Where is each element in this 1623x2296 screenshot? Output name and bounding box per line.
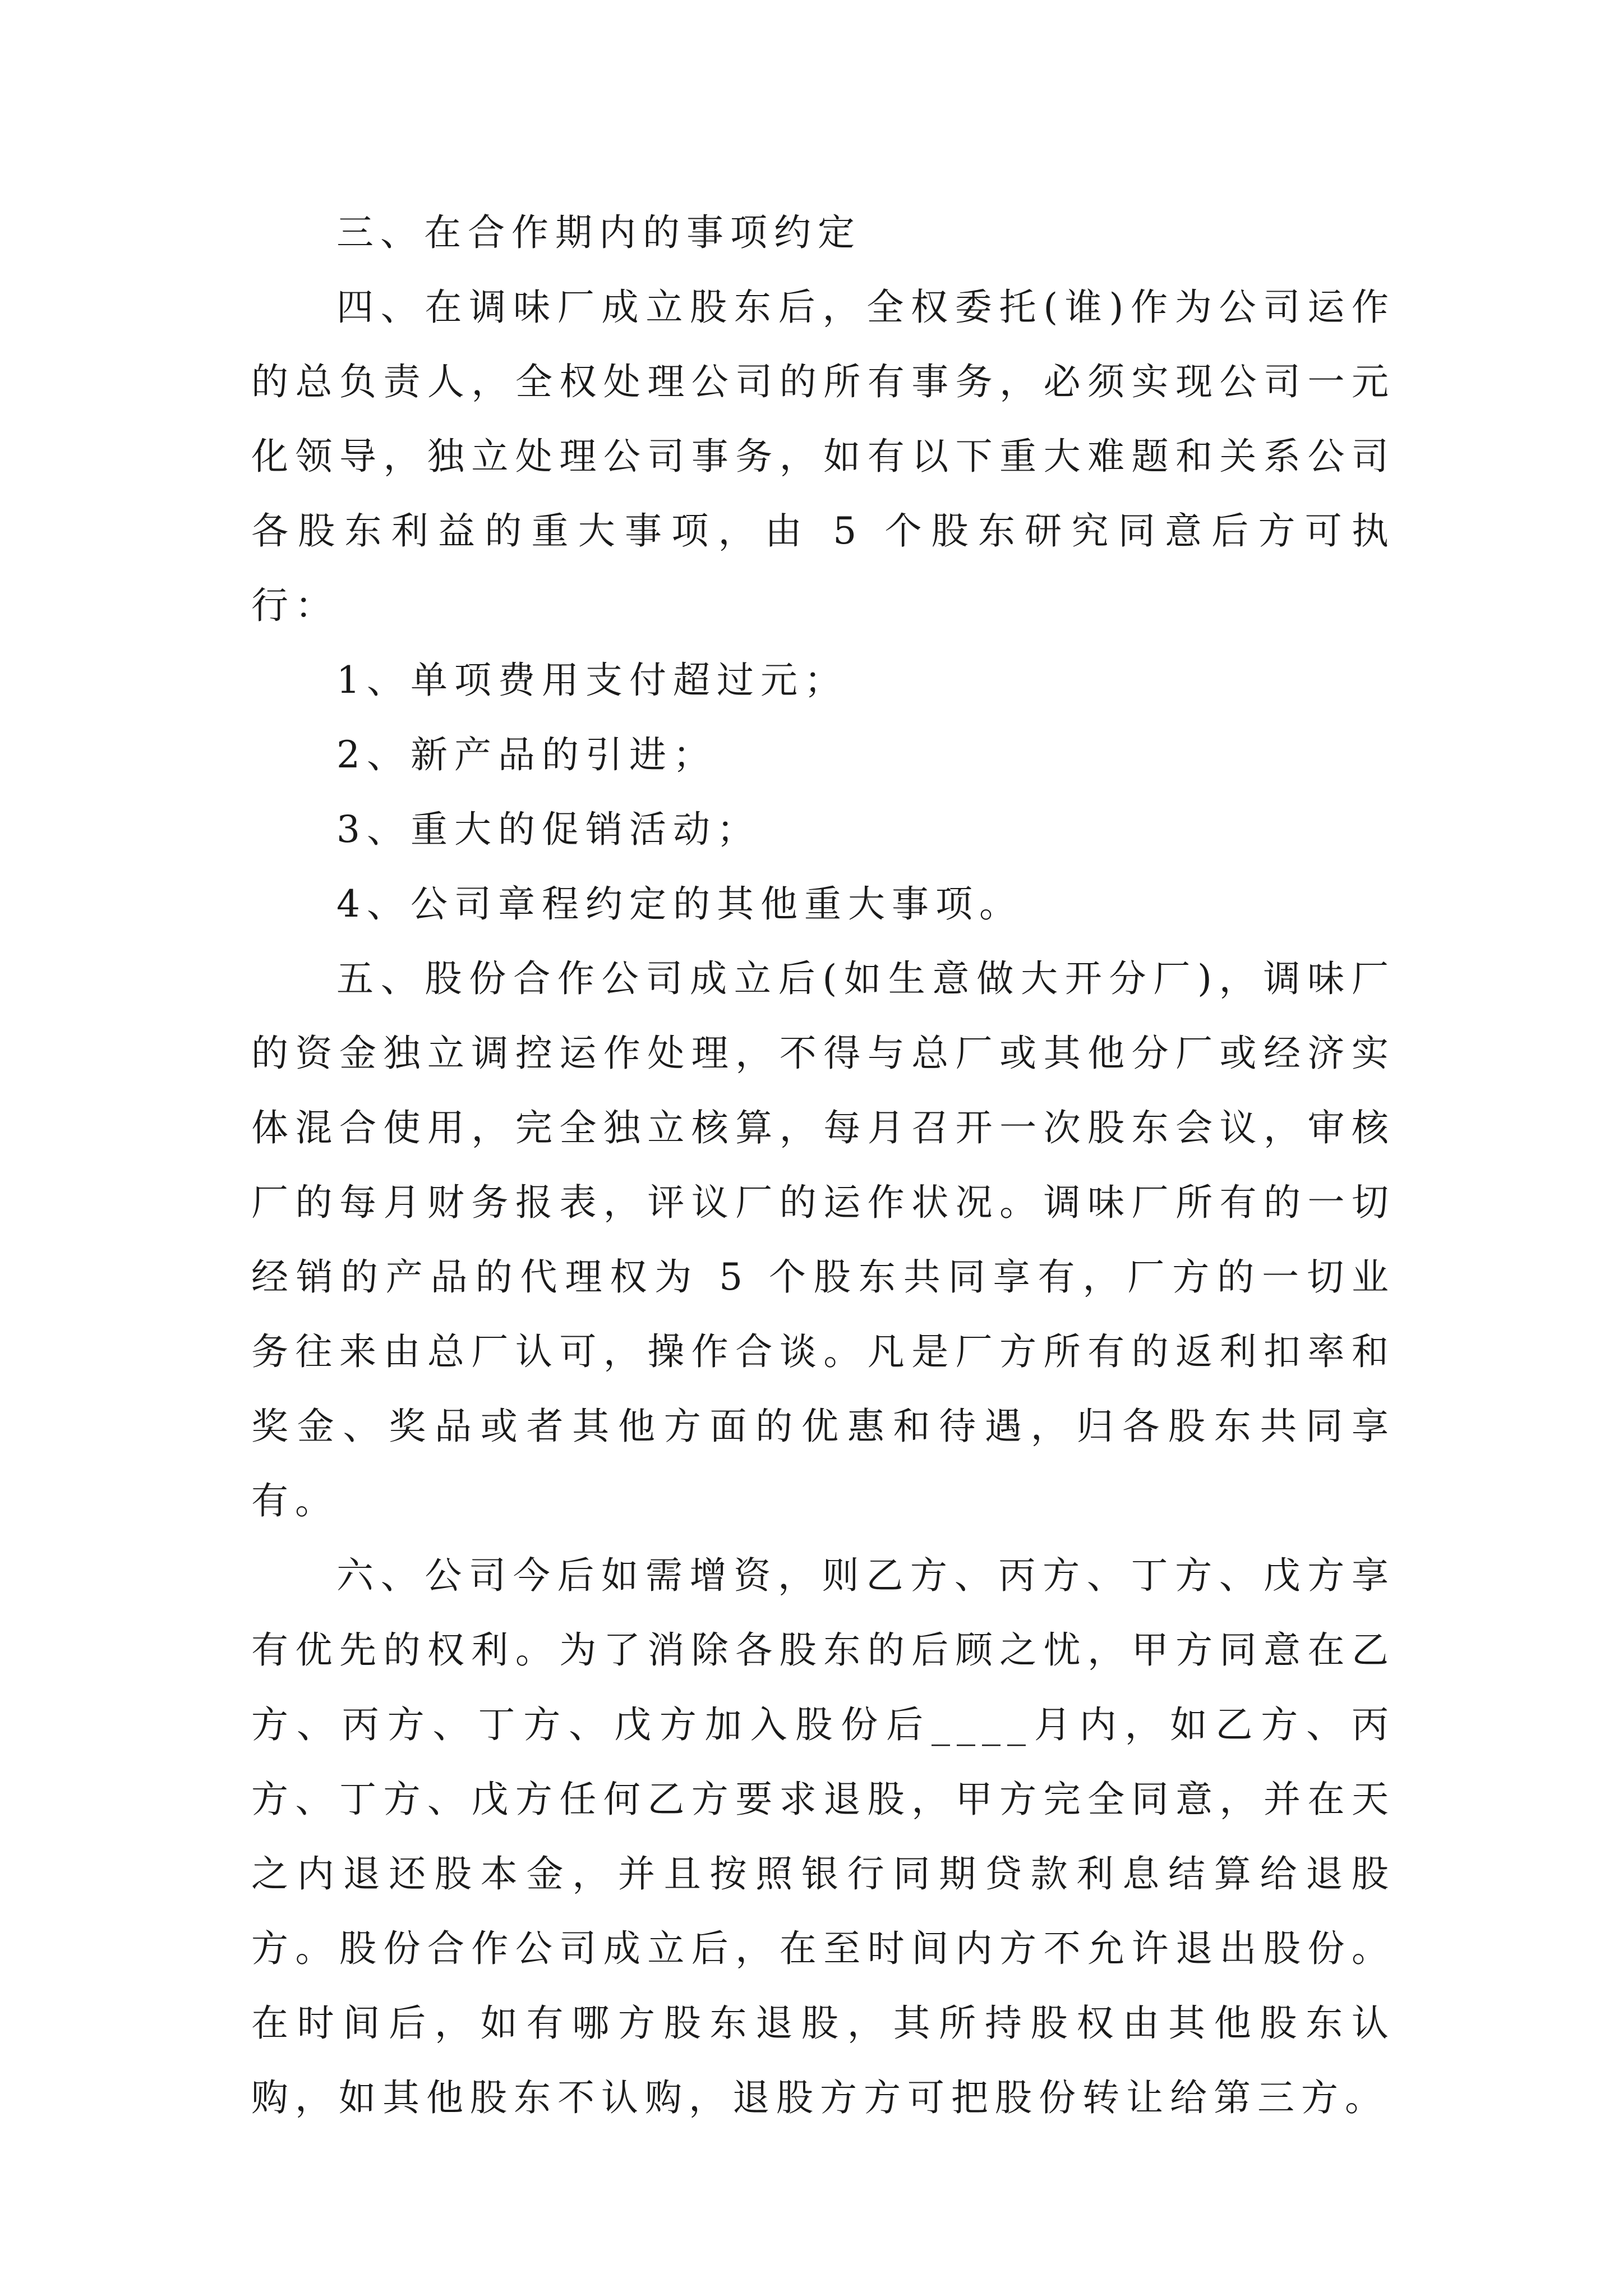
section-5-paragraph: 五、股份合作公司成立后(如生意做大开分厂)，调味厂的资金独立调控运作处理，不得与总厂或其他分厂或经济实体混合使用，完全独立核算，每月召开一次股东会议，审核厂的每月财务报表，评议厂的运作状况。调味厂所有的一切经销的产品的代理权为 5 个股东共同享有，厂方的一切业务往来由总厂认可，操作合谈。凡是厂方所有的返利扣率和奖金、奖品或者其他方面的优惠和待遇，归各股东共同享有。 <box>251 957 1395 1522</box>
list-item-4: 4、公司章程约定的其他重大事项。 <box>336 882 1023 926</box>
section-6-paragraph: 六、公司今后如需增资，则乙方、丙方、丁方、戊方享有优先的权利。为了消除各股东的后顾之忧，甲方同意在乙方、丙方、丁方、戊方加入股份后____月内，如乙方、丙方、丁方、戊方任何乙方要求退股，甲方完全同意，并在天之内退还股本金，并且按照银行同期贷款利息结算给退股方。股份合作公司成立后，在至时间内方不允许退出股份。在时间后，如有哪方股东退股，其所持股权由其他股东认购，如其他股东不认购，退股方方可把股份转让给第三方。 <box>251 1554 1395 2119</box>
section-heading-3: 三、在合作期内的事项约定 <box>336 211 861 254</box>
list-item-2: 2、新产品的引进； <box>336 733 717 776</box>
section-4-paragraph: 四、在调味厂成立股东后，全权委托(谁)作为公司运作的总负责人，全权处理公司的所有事务，必须实现公司一元化领导，独立处理公司事务，如有以下重大难题和关系公司各股东利益的重大事项，由 5 个股东研究同意后方可执行： <box>251 286 1395 627</box>
list-item-1: 1、单项费用支付超过元； <box>336 659 848 702</box>
document-body <box>251 195 1395 2135</box>
list-item-3: 3、重大的促销活动； <box>336 808 760 851</box>
